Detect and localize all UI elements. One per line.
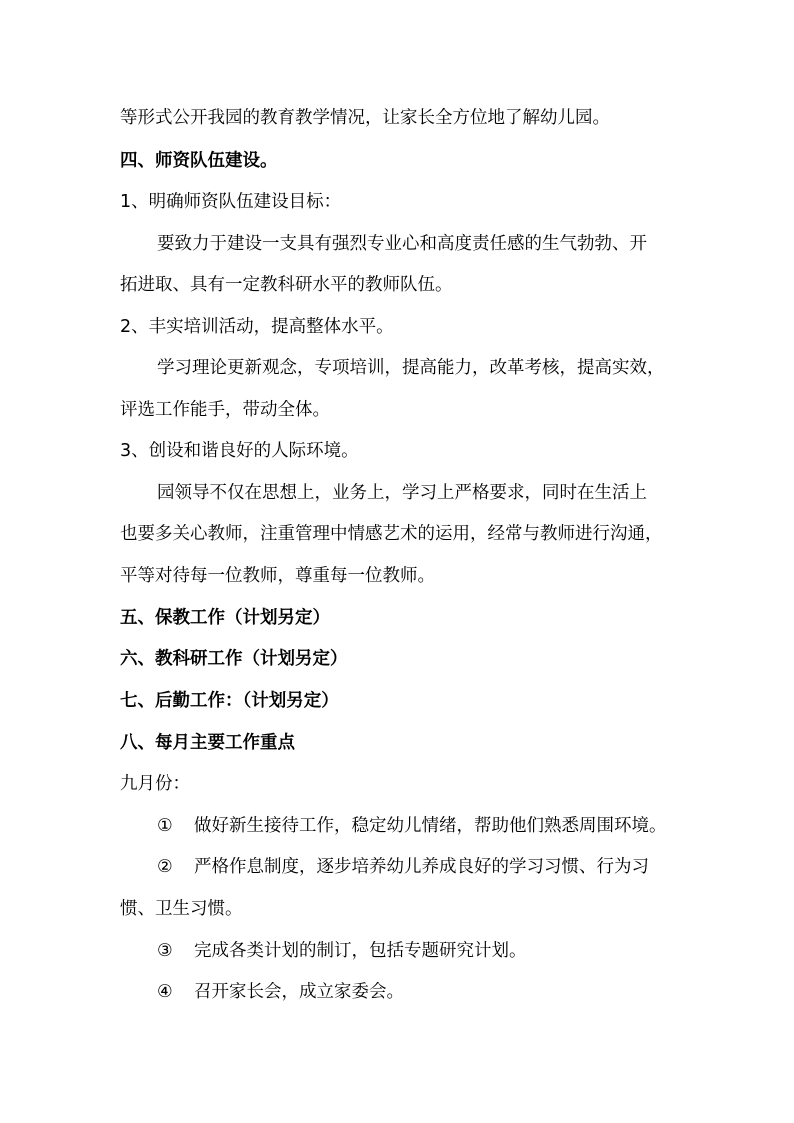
list-item-text: 做好新生接待工作，稳定幼儿情绪，帮助他们熟悉周围环境。 <box>194 816 667 836</box>
subheading-3: 3、创设和谐良好的人际环境。 <box>120 441 359 461</box>
list-marker: ② <box>157 857 173 877</box>
section-heading-8: 八、每月主要工作重点 <box>120 733 295 753</box>
list-item <box>157 814 684 838</box>
paragraph-line: 平等对待每一位教师，尊重每一位教师。 <box>120 566 435 586</box>
paragraph-line: 学习理论更新观念，专项培训，提高能力，改革考核，提高实效， <box>157 358 665 378</box>
paragraph-line: 园领导不仅在思想上，业务上，学习上严格要求，同时在生活上 <box>157 483 647 503</box>
list-item <box>157 855 684 879</box>
list-item <box>157 980 684 1004</box>
list-marker: ④ <box>157 982 173 1002</box>
paragraph-line: 要致力于建设一支具有强烈专业心和高度责任感的生气勃勃、开 <box>157 234 647 254</box>
month-label: 九月份： <box>120 774 190 794</box>
list-item-text: 完成各类计划的制订，包括专题研究计划。 <box>194 941 527 961</box>
section-heading-6: 六、教科研工作（计划另定） <box>120 649 348 669</box>
list-marker: ③ <box>157 941 173 961</box>
list-item-text: 严格作息制度，逐步培养幼儿养成良好的学习习惯、行为习 <box>194 857 649 877</box>
list-item-text: 召开家长会，成立家委会。 <box>194 982 404 1002</box>
paragraph-line: 拓进取、具有一定教科研水平的教师队伍。 <box>120 275 453 295</box>
list-item <box>157 939 684 963</box>
section-heading-4: 四、师资队伍建设。 <box>120 151 278 171</box>
list-marker: ① <box>157 816 173 836</box>
list-item-continuation: 惯、卫生习惯。 <box>120 899 243 919</box>
subheading-1: 1、明确师资队伍建设目标： <box>120 192 342 212</box>
paragraph-line: 等形式公开我园的教育教学情况，让家长全方位地了解幼儿园。 <box>120 108 610 128</box>
section-heading-5: 五、保教工作（计划另定） <box>120 608 330 628</box>
subheading-2: 2、丰实培训活动，提高整体水平。 <box>120 317 394 337</box>
section-heading-7: 七、后勤工作：（计划另定） <box>120 691 339 711</box>
paragraph-line: 评选工作能手，带动全体。 <box>120 400 330 420</box>
paragraph-line: 也要多关心教师，注重管理中情感艺术的运用，经常与教师进行沟通， <box>120 524 663 544</box>
